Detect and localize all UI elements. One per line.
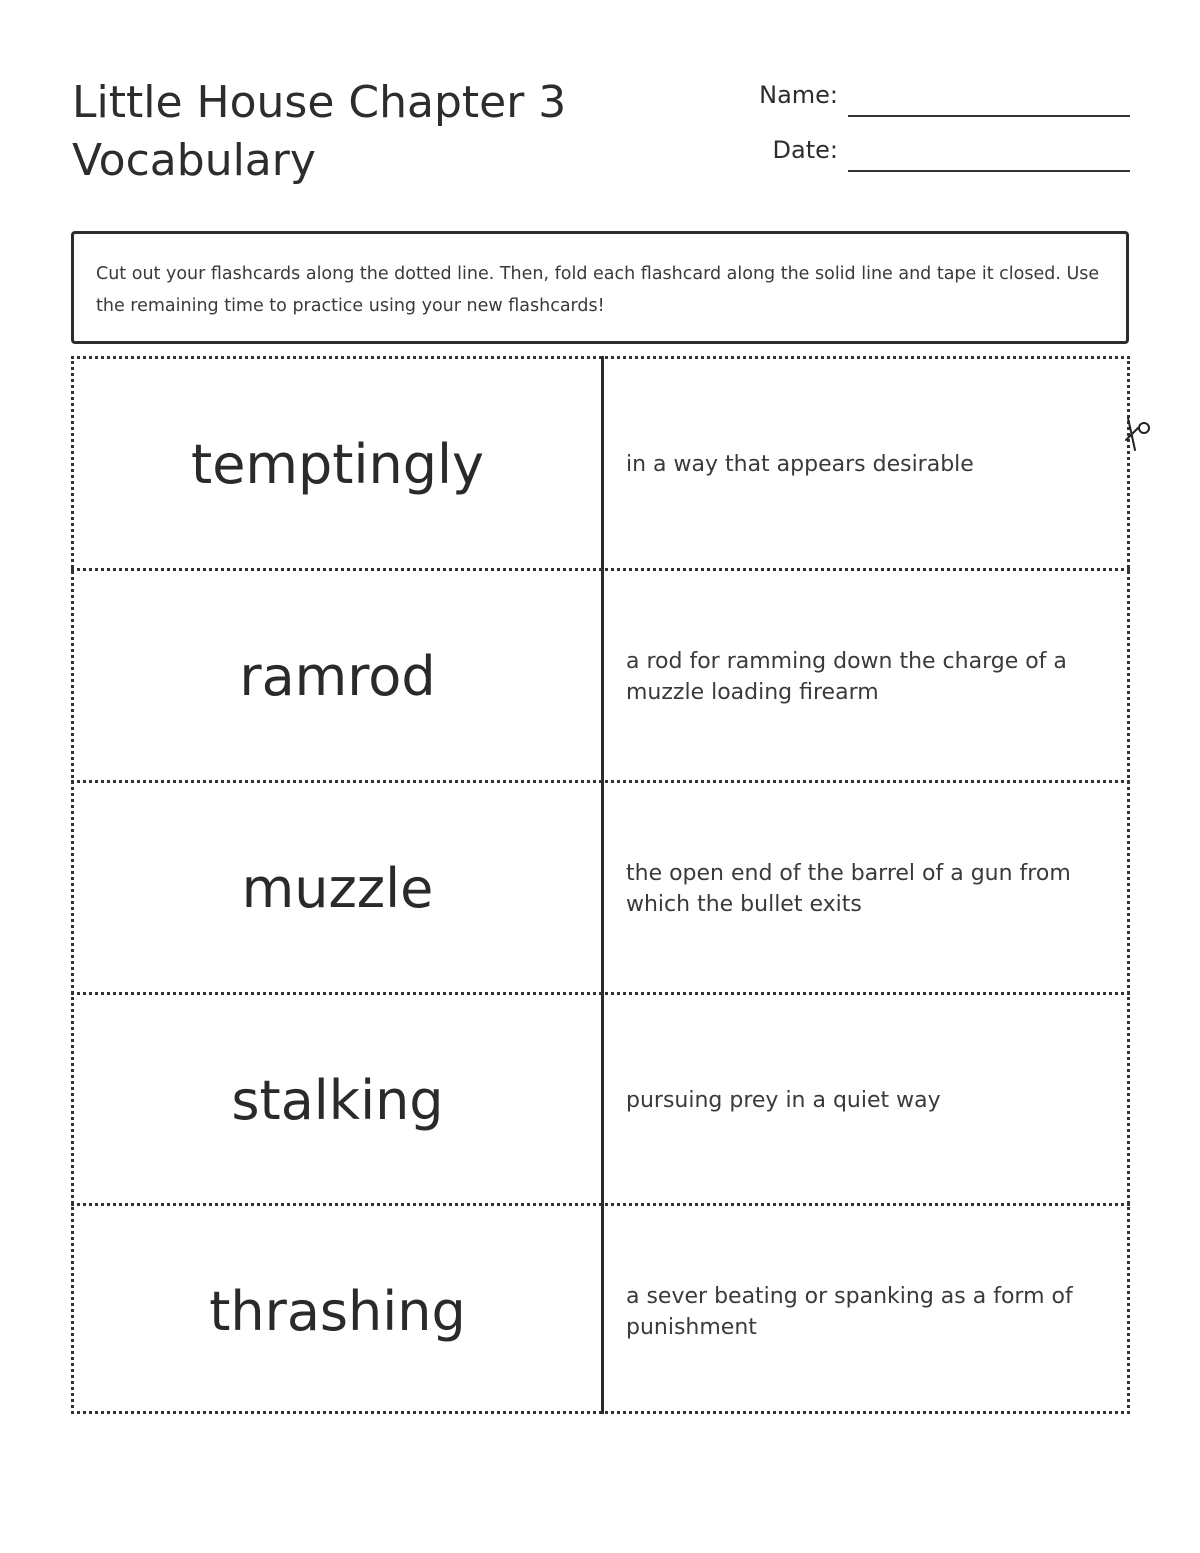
- date-blank-line[interactable]: [848, 170, 1130, 172]
- definition-text: pursuing prey in a quiet way: [626, 1088, 941, 1113]
- flashcard-definition: [626, 571, 1106, 782]
- scissors-icon: [1124, 414, 1156, 454]
- flashcard: [74, 1206, 1127, 1417]
- instructions-box: [71, 231, 1129, 344]
- flashcard: [74, 783, 1127, 994]
- definition-text: in a way that appears desirable: [626, 452, 974, 477]
- flashcard-term: muzzle: [241, 857, 434, 920]
- flashcard-term: temptingly: [191, 433, 484, 496]
- flashcard-term: stalking: [231, 1069, 444, 1132]
- flashcard-definition: [626, 995, 1106, 1206]
- definition-text: a rod for ramming down the charge of a muzzle loading firearm: [626, 648, 1067, 705]
- title-line-1: Little House Chapter 3: [72, 77, 567, 128]
- instructions-text: Cut out your flashcards along the dotted line. Then, fold each flashcard along the solid line and tape it closed. Use the remaining time to practice using your new flashcards!: [96, 264, 1100, 316]
- name-field: [700, 77, 1130, 117]
- name-blank-line[interactable]: [848, 115, 1130, 117]
- worksheet-title: [72, 74, 672, 190]
- flashcard-definition: [626, 1206, 1106, 1417]
- title-line-2: Vocabulary: [72, 135, 316, 186]
- flashcard-sheet: [71, 356, 1130, 1414]
- date-label: Date:: [772, 136, 838, 164]
- flashcard-term: ramrod: [239, 645, 436, 708]
- flashcard-definition: [626, 783, 1106, 994]
- flashcard: [74, 571, 1127, 782]
- definition-text: the open end of the barrel of a gun from which the bullet exits: [626, 860, 1071, 917]
- name-label: Name:: [759, 81, 838, 109]
- flashcard-term: thrashing: [209, 1280, 466, 1343]
- definition-text: a sever beating or spanking as a form of punishment: [626, 1283, 1073, 1340]
- flashcard: [74, 359, 1127, 570]
- date-field: [700, 132, 1130, 172]
- flashcard: [74, 995, 1127, 1206]
- flashcard-definition: [626, 359, 1106, 570]
